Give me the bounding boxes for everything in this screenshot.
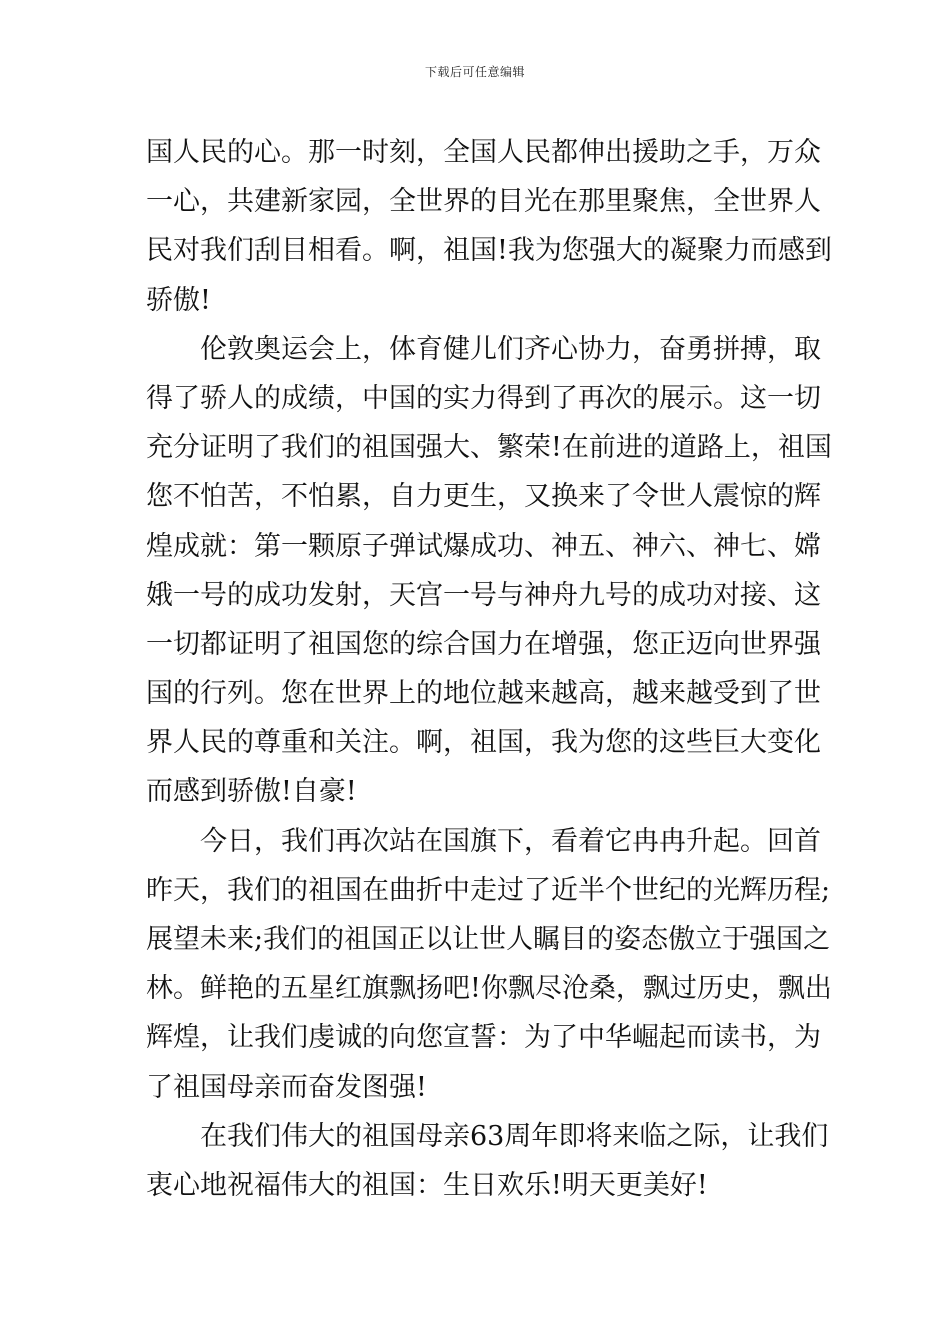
text-line: 昨天，我们的祖国在曲折中走过了近半个世纪的光辉历程; (146, 874, 831, 906)
text-line: 林。鲜艳的五星红旗飘扬吧!你飘尽沧桑，飘过历史，飘出 (146, 973, 832, 1005)
paragraph (146, 817, 832, 1112)
text-line: 界人民的尊重和关注。啊，祖国，我为您的这些巨大变化 (146, 727, 821, 759)
text-line: 娥一号的成功发射，天宫一号与神舟九号的成功对接、这 (146, 579, 821, 611)
text-line: 今日，我们再次站在国旗下，看着它冉冉升起。回首 (200, 825, 821, 857)
text-line: 骄傲! (146, 284, 211, 316)
text-line: 您不怕苦，不怕累，自力更生，又换来了令世人震惊的辉 (146, 481, 821, 513)
text-line: 一心，共建新家园，全世界的目光在那里聚焦，全世界人 (146, 186, 821, 218)
text-line: 民对我们刮目相看。啊，祖国!我为您强大的凝聚力而感到 (146, 235, 832, 267)
text-line: 辉煌，让我们虔诚的向您宣誓：为了中华崛起而读书，为 (146, 1022, 821, 1054)
paragraph (146, 128, 832, 325)
text-line: 在我们伟大的祖国母亲63周年即将来临之际，让我们 (200, 1120, 829, 1152)
text-line: 充分证明了我们的祖国强大、繁荣!在前进的道路上，祖国 (146, 432, 832, 464)
text-line: 得了骄人的成绩，中国的实力得到了再次的展示。这一切 (146, 382, 821, 414)
text-line: 一切都证明了祖国您的综合国力在增强，您正迈向世界强 (146, 628, 821, 660)
text-line: 伦敦奥运会上，体育健儿们齐心协力，奋勇拼搏，取 (200, 333, 821, 365)
paragraph (146, 325, 832, 817)
text-line: 展望未来;我们的祖国正以让世人瞩目的姿态傲立于强国之 (146, 924, 831, 955)
text-line: 了祖国母亲而奋发图强! (146, 1071, 427, 1103)
document-body (146, 128, 832, 1210)
text-line: 衷心地祝福伟大的祖国：生日欢乐!明天更美好! (146, 1169, 708, 1201)
text-line: 而感到骄傲!自豪! (146, 776, 357, 808)
page-header: 下载后可任意编辑 (424, 65, 525, 79)
text-line: 国的行列。您在世界上的地位越来越高，越来越受到了世 (146, 678, 821, 710)
text-line: 煌成就：第一颗原子弹试爆成功、神五、神六、神七、嫦 (146, 530, 821, 562)
paragraph (146, 1112, 829, 1210)
text-line: 国人民的心。那一时刻，全国人民都伸出援助之手，万众 (146, 137, 821, 168)
